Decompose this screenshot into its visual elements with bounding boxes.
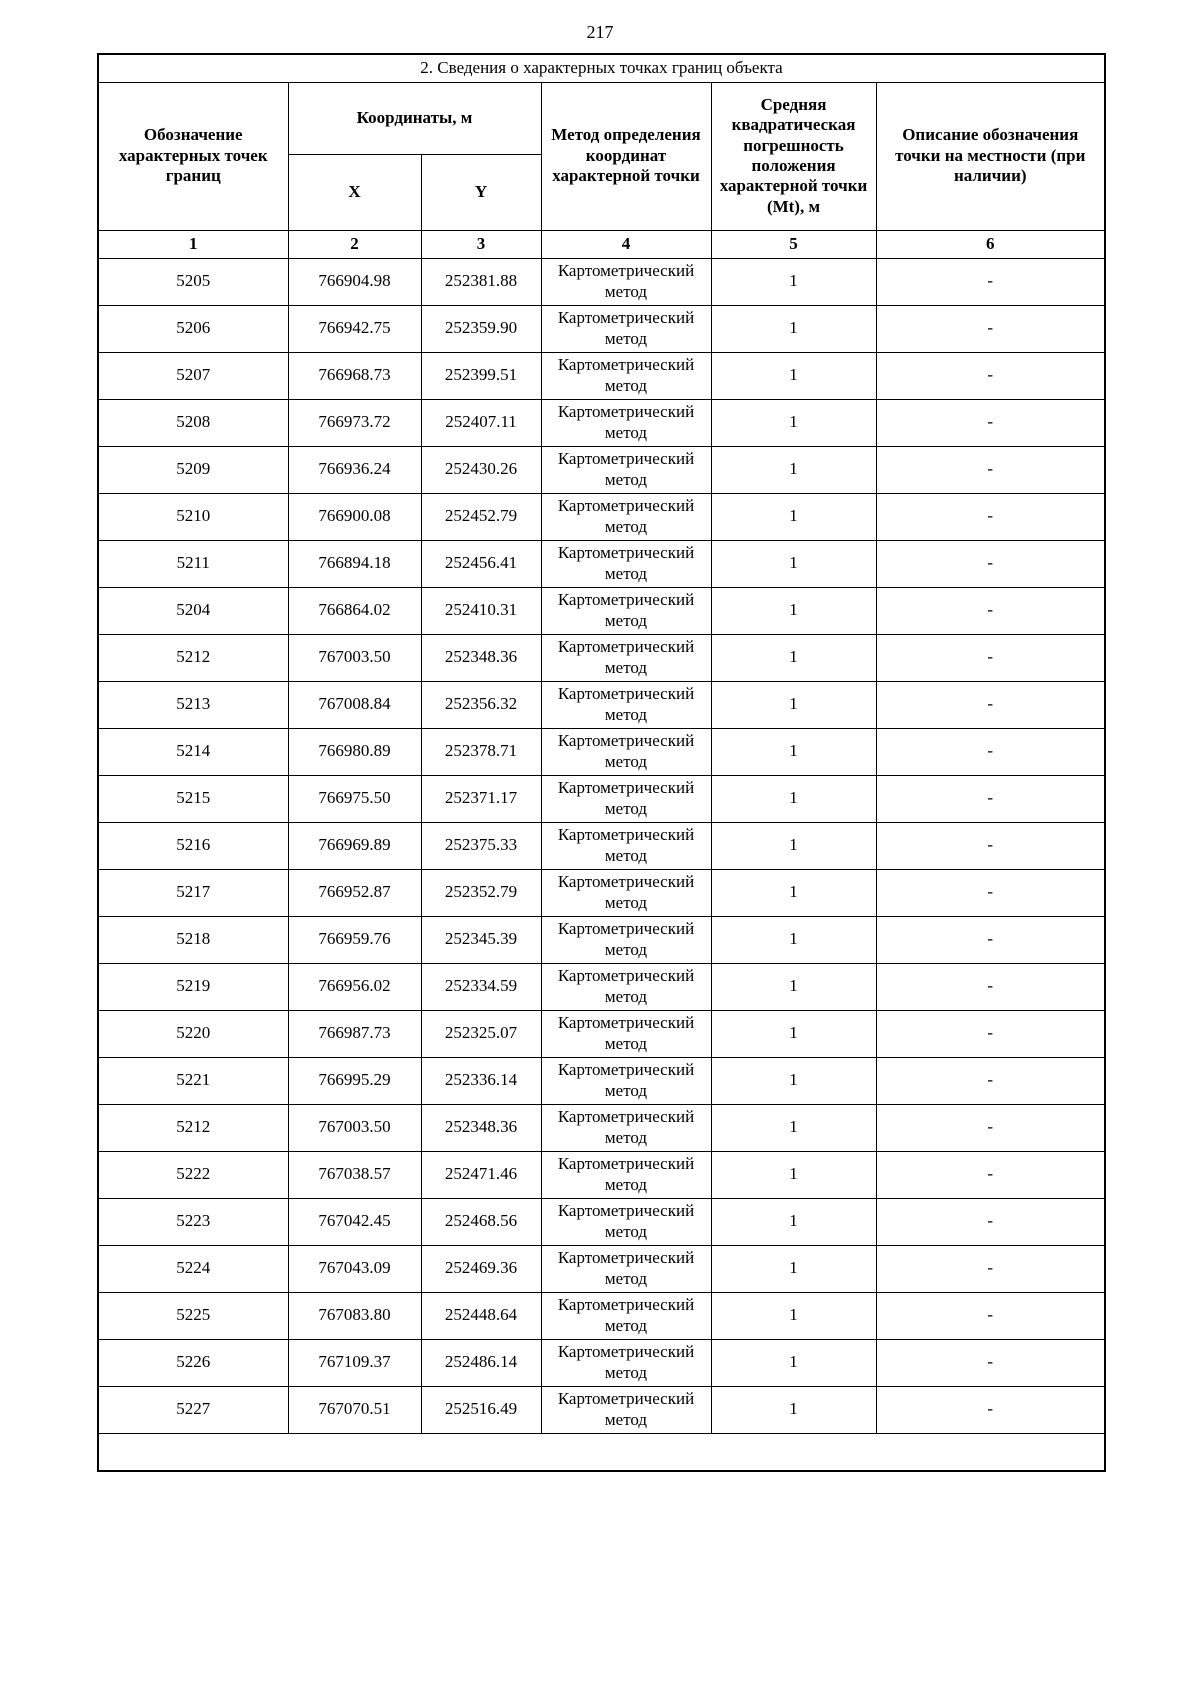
cell-error-mt: 1 bbox=[711, 1010, 876, 1057]
cell-description: - bbox=[876, 1292, 1105, 1339]
cell-point-designation: 5216 bbox=[98, 822, 288, 869]
cell-error-mt: 1 bbox=[711, 305, 876, 352]
cell-method: Картометрический метод bbox=[541, 869, 711, 916]
cell-method: Картометрический метод bbox=[541, 634, 711, 681]
header-coordinates: Координаты, м bbox=[288, 82, 541, 154]
cell-point-designation: 5222 bbox=[98, 1151, 288, 1198]
table-row bbox=[98, 399, 1105, 446]
cell-error-mt: 1 bbox=[711, 1151, 876, 1198]
table-row bbox=[98, 1151, 1105, 1198]
cell-point-designation: 5221 bbox=[98, 1057, 288, 1104]
cell-point-designation: 5227 bbox=[98, 1386, 288, 1433]
cell-error-mt: 1 bbox=[711, 634, 876, 681]
cell-x-coordinate: 766968.73 bbox=[288, 352, 421, 399]
cell-description: - bbox=[876, 446, 1105, 493]
column-number-row bbox=[98, 230, 1105, 258]
cell-description: - bbox=[876, 352, 1105, 399]
table-row bbox=[98, 493, 1105, 540]
cell-x-coordinate: 767003.50 bbox=[288, 634, 421, 681]
cell-point-designation: 5218 bbox=[98, 916, 288, 963]
cell-y-coordinate: 252486.14 bbox=[421, 1339, 541, 1386]
cell-x-coordinate: 766973.72 bbox=[288, 399, 421, 446]
cell-method: Картометрический метод bbox=[541, 1151, 711, 1198]
cell-error-mt: 1 bbox=[711, 916, 876, 963]
table-caption: 2. Сведения о характерных точках границ объекта bbox=[98, 54, 1105, 82]
table-row bbox=[98, 305, 1105, 352]
cell-point-designation: 5205 bbox=[98, 258, 288, 305]
table-row bbox=[98, 681, 1105, 728]
cell-description: - bbox=[876, 399, 1105, 446]
cell-y-coordinate: 252448.64 bbox=[421, 1292, 541, 1339]
cell-point-designation: 5211 bbox=[98, 540, 288, 587]
table-row bbox=[98, 634, 1105, 681]
cell-description: - bbox=[876, 634, 1105, 681]
cell-method: Картометрический метод bbox=[541, 963, 711, 1010]
table-row bbox=[98, 963, 1105, 1010]
table-caption-row bbox=[98, 54, 1105, 82]
cell-y-coordinate: 252399.51 bbox=[421, 352, 541, 399]
cell-error-mt: 1 bbox=[711, 587, 876, 634]
table-row bbox=[98, 352, 1105, 399]
cell-error-mt: 1 bbox=[711, 258, 876, 305]
cell-x-coordinate: 766864.02 bbox=[288, 587, 421, 634]
cell-y-coordinate: 252371.17 bbox=[421, 775, 541, 822]
cell-method: Картометрический метод bbox=[541, 1057, 711, 1104]
cell-error-mt: 1 bbox=[711, 1339, 876, 1386]
cell-method: Картометрический метод bbox=[541, 1245, 711, 1292]
cell-point-designation: 5223 bbox=[98, 1198, 288, 1245]
cell-point-designation: 5206 bbox=[98, 305, 288, 352]
cell-method: Картометрический метод bbox=[541, 446, 711, 493]
cell-y-coordinate: 252359.90 bbox=[421, 305, 541, 352]
cell-method: Картометрический метод bbox=[541, 822, 711, 869]
column-number-5: 5 bbox=[711, 230, 876, 258]
cell-point-designation: 5224 bbox=[98, 1245, 288, 1292]
cell-y-coordinate: 252407.11 bbox=[421, 399, 541, 446]
cell-y-coordinate: 252471.46 bbox=[421, 1151, 541, 1198]
cell-error-mt: 1 bbox=[711, 822, 876, 869]
empty-bottom-row bbox=[98, 1433, 1105, 1471]
cell-point-designation: 5204 bbox=[98, 587, 288, 634]
cell-point-designation: 5220 bbox=[98, 1010, 288, 1057]
cell-y-coordinate: 252381.88 bbox=[421, 258, 541, 305]
table-body bbox=[98, 258, 1105, 1433]
cell-point-designation: 5212 bbox=[98, 634, 288, 681]
cell-description: - bbox=[876, 681, 1105, 728]
cell-x-coordinate: 766904.98 bbox=[288, 258, 421, 305]
table-row bbox=[98, 1198, 1105, 1245]
cell-x-coordinate: 767008.84 bbox=[288, 681, 421, 728]
cell-error-mt: 1 bbox=[711, 1292, 876, 1339]
cell-description: - bbox=[876, 1198, 1105, 1245]
cell-description: - bbox=[876, 1339, 1105, 1386]
cell-description: - bbox=[876, 540, 1105, 587]
cell-description: - bbox=[876, 728, 1105, 775]
cell-error-mt: 1 bbox=[711, 728, 876, 775]
cell-y-coordinate: 252334.59 bbox=[421, 963, 541, 1010]
table-row bbox=[98, 1057, 1105, 1104]
cell-x-coordinate: 766894.18 bbox=[288, 540, 421, 587]
cell-point-designation: 5207 bbox=[98, 352, 288, 399]
cell-x-coordinate: 766975.50 bbox=[288, 775, 421, 822]
column-number-3: 3 bbox=[421, 230, 541, 258]
page-number: 217 bbox=[586, 22, 614, 42]
cell-description: - bbox=[876, 822, 1105, 869]
cell-y-coordinate: 252452.79 bbox=[421, 493, 541, 540]
table-row bbox=[98, 1386, 1105, 1433]
cell-point-designation: 5226 bbox=[98, 1339, 288, 1386]
cell-point-designation: 5209 bbox=[98, 446, 288, 493]
table-row bbox=[98, 916, 1105, 963]
cell-error-mt: 1 bbox=[711, 540, 876, 587]
cell-description: - bbox=[876, 1386, 1105, 1433]
cell-point-designation: 5210 bbox=[98, 493, 288, 540]
cell-error-mt: 1 bbox=[711, 352, 876, 399]
cell-x-coordinate: 766942.75 bbox=[288, 305, 421, 352]
cell-method: Картометрический метод bbox=[541, 1198, 711, 1245]
cell-method: Картометрический метод bbox=[541, 493, 711, 540]
cell-y-coordinate: 252352.79 bbox=[421, 869, 541, 916]
cell-y-coordinate: 252325.07 bbox=[421, 1010, 541, 1057]
cell-description: - bbox=[876, 775, 1105, 822]
boundary-points-table bbox=[97, 53, 1106, 1472]
header-method: Метод определения координат характерной точки bbox=[541, 82, 711, 230]
cell-y-coordinate: 252375.33 bbox=[421, 822, 541, 869]
cell-y-coordinate: 252456.41 bbox=[421, 540, 541, 587]
table-row bbox=[98, 1104, 1105, 1151]
cell-x-coordinate: 767038.57 bbox=[288, 1151, 421, 1198]
cell-description: - bbox=[876, 258, 1105, 305]
cell-x-coordinate: 767109.37 bbox=[288, 1339, 421, 1386]
cell-error-mt: 1 bbox=[711, 399, 876, 446]
cell-error-mt: 1 bbox=[711, 493, 876, 540]
header-description: Описание обозначения точки на местности (при наличии) bbox=[876, 82, 1105, 230]
cell-description: - bbox=[876, 963, 1105, 1010]
cell-error-mt: 1 bbox=[711, 869, 876, 916]
cell-description: - bbox=[876, 1104, 1105, 1151]
cell-x-coordinate: 766936.24 bbox=[288, 446, 421, 493]
table-row bbox=[98, 258, 1105, 305]
table-row bbox=[98, 1292, 1105, 1339]
cell-point-designation: 5212 bbox=[98, 1104, 288, 1151]
column-number-4: 4 bbox=[541, 230, 711, 258]
cell-method: Картометрический метод bbox=[541, 916, 711, 963]
table-row bbox=[98, 728, 1105, 775]
cell-method: Картометрический метод bbox=[541, 258, 711, 305]
cell-error-mt: 1 bbox=[711, 775, 876, 822]
cell-point-designation: 5217 bbox=[98, 869, 288, 916]
cell-error-mt: 1 bbox=[711, 1057, 876, 1104]
cell-x-coordinate: 767043.09 bbox=[288, 1245, 421, 1292]
table-row bbox=[98, 587, 1105, 634]
cell-description: - bbox=[876, 493, 1105, 540]
cell-method: Картометрический метод bbox=[541, 540, 711, 587]
cell-y-coordinate: 252410.31 bbox=[421, 587, 541, 634]
cell-point-designation: 5215 bbox=[98, 775, 288, 822]
header-x: X bbox=[288, 154, 421, 230]
cell-description: - bbox=[876, 916, 1105, 963]
header-error: Средняя квадратическая погрешность положения характерной точки (Mt), м bbox=[711, 82, 876, 230]
cell-x-coordinate: 766959.76 bbox=[288, 916, 421, 963]
cell-y-coordinate: 252356.32 bbox=[421, 681, 541, 728]
cell-x-coordinate: 766969.89 bbox=[288, 822, 421, 869]
cell-x-coordinate: 766900.08 bbox=[288, 493, 421, 540]
cell-y-coordinate: 252468.56 bbox=[421, 1198, 541, 1245]
cell-point-designation: 5208 bbox=[98, 399, 288, 446]
cell-description: - bbox=[876, 1151, 1105, 1198]
cell-x-coordinate: 766980.89 bbox=[288, 728, 421, 775]
cell-y-coordinate: 252378.71 bbox=[421, 728, 541, 775]
header-row-1 bbox=[98, 82, 1105, 154]
cell-error-mt: 1 bbox=[711, 446, 876, 493]
table-row bbox=[98, 446, 1105, 493]
cell-x-coordinate: 766956.02 bbox=[288, 963, 421, 1010]
cell-x-coordinate: 767070.51 bbox=[288, 1386, 421, 1433]
table-row bbox=[98, 1339, 1105, 1386]
cell-x-coordinate: 766987.73 bbox=[288, 1010, 421, 1057]
cell-x-coordinate: 767083.80 bbox=[288, 1292, 421, 1339]
table-row bbox=[98, 1010, 1105, 1057]
cell-error-mt: 1 bbox=[711, 1245, 876, 1292]
cell-point-designation: 5213 bbox=[98, 681, 288, 728]
cell-description: - bbox=[876, 1245, 1105, 1292]
cell-x-coordinate: 767003.50 bbox=[288, 1104, 421, 1151]
cell-error-mt: 1 bbox=[711, 963, 876, 1010]
cell-error-mt: 1 bbox=[711, 681, 876, 728]
cell-point-designation: 5214 bbox=[98, 728, 288, 775]
table-row bbox=[98, 540, 1105, 587]
cell-description: - bbox=[876, 1010, 1105, 1057]
cell-y-coordinate: 252348.36 bbox=[421, 1104, 541, 1151]
cell-y-coordinate: 252336.14 bbox=[421, 1057, 541, 1104]
header-y: Y bbox=[421, 154, 541, 230]
cell-description: - bbox=[876, 587, 1105, 634]
cell-method: Картометрический метод bbox=[541, 1104, 711, 1151]
table-row bbox=[98, 775, 1105, 822]
cell-y-coordinate: 252430.26 bbox=[421, 446, 541, 493]
cell-point-designation: 5225 bbox=[98, 1292, 288, 1339]
cell-point-designation: 5219 bbox=[98, 963, 288, 1010]
cell-error-mt: 1 bbox=[711, 1198, 876, 1245]
cell-method: Картометрический метод bbox=[541, 1339, 711, 1386]
header-point-designation: Обозначение характерных точек границ bbox=[98, 82, 288, 230]
empty-bottom-cell bbox=[98, 1433, 1105, 1471]
cell-method: Картометрический метод bbox=[541, 728, 711, 775]
column-number-6: 6 bbox=[876, 230, 1105, 258]
cell-x-coordinate: 767042.45 bbox=[288, 1198, 421, 1245]
cell-method: Картометрический метод bbox=[541, 775, 711, 822]
cell-method: Картометрический метод bbox=[541, 1010, 711, 1057]
cell-method: Картометрический метод bbox=[541, 1386, 711, 1433]
table-row bbox=[98, 869, 1105, 916]
cell-description: - bbox=[876, 869, 1105, 916]
cell-description: - bbox=[876, 1057, 1105, 1104]
cell-description: - bbox=[876, 305, 1105, 352]
cell-x-coordinate: 766952.87 bbox=[288, 869, 421, 916]
cell-method: Картометрический метод bbox=[541, 681, 711, 728]
cell-method: Картометрический метод bbox=[541, 399, 711, 446]
cell-method: Картометрический метод bbox=[541, 1292, 711, 1339]
cell-method: Картометрический метод bbox=[541, 587, 711, 634]
cell-y-coordinate: 252516.49 bbox=[421, 1386, 541, 1433]
cell-y-coordinate: 252469.36 bbox=[421, 1245, 541, 1292]
cell-error-mt: 1 bbox=[711, 1386, 876, 1433]
column-number-1: 1 bbox=[98, 230, 288, 258]
table-row bbox=[98, 822, 1105, 869]
cell-y-coordinate: 252348.36 bbox=[421, 634, 541, 681]
column-number-2: 2 bbox=[288, 230, 421, 258]
cell-method: Картометрический метод bbox=[541, 352, 711, 399]
cell-method: Картометрический метод bbox=[541, 305, 711, 352]
cell-x-coordinate: 766995.29 bbox=[288, 1057, 421, 1104]
table-row bbox=[98, 1245, 1105, 1292]
cell-error-mt: 1 bbox=[711, 1104, 876, 1151]
cell-y-coordinate: 252345.39 bbox=[421, 916, 541, 963]
